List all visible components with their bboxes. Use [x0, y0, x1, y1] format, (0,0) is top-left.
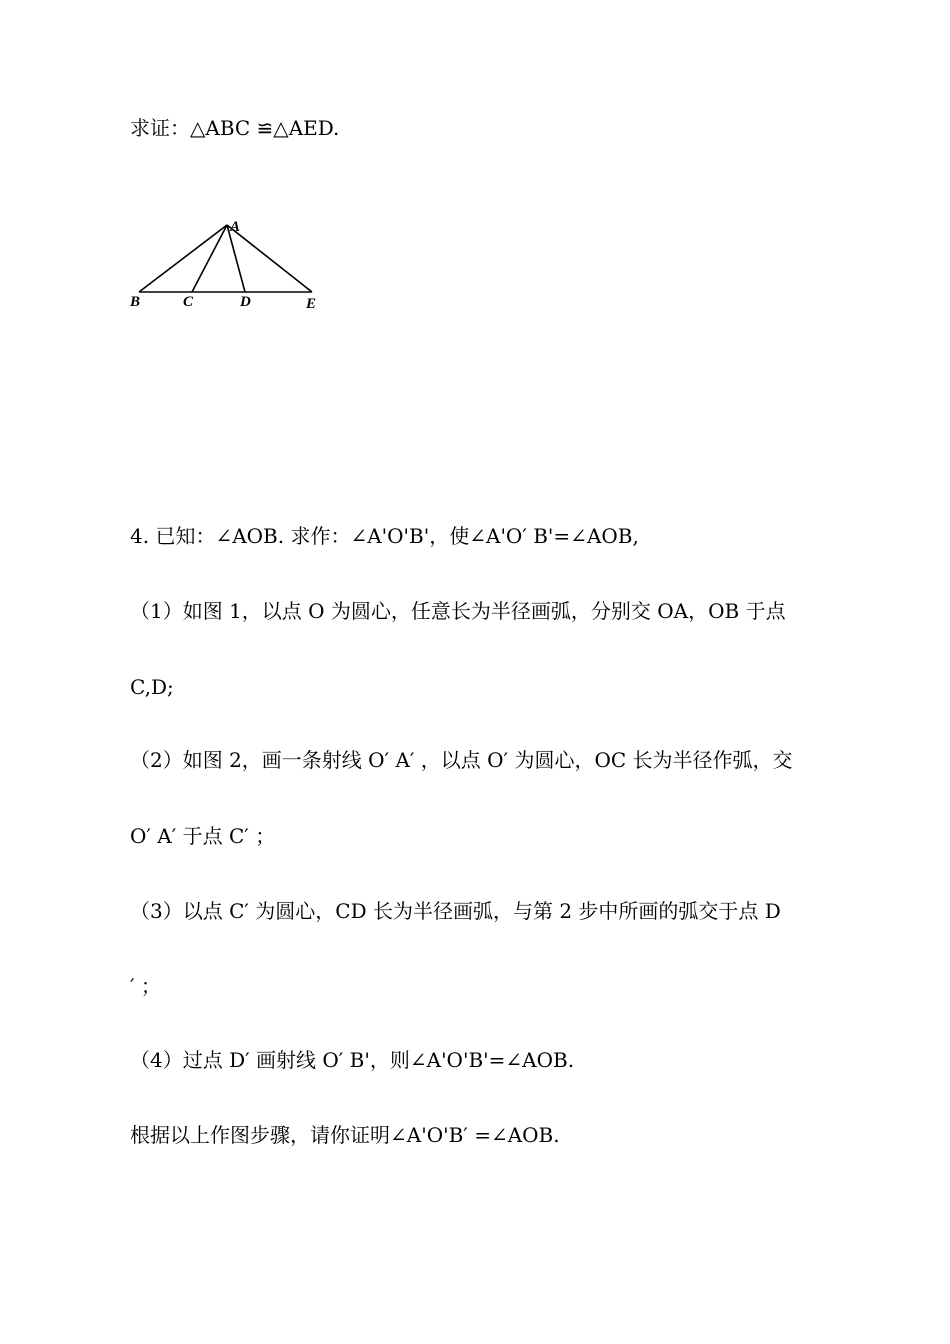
conclusion: 根据以上作图步骤，请你证明∠A'O'B′ =∠AOB. — [130, 1123, 560, 1147]
label-b: B — [130, 294, 141, 310]
step-3-line-2: ′ ； — [130, 974, 161, 998]
step-1-line-1: （1）如图 1，以点 O 为圆心，任意长为半径画弧，分别交 OA，OB 于点 — [130, 599, 786, 623]
label-d: D — [240, 294, 251, 310]
problem-4-intro: 4. 已知：∠AOB. 求作：∠A'O'B'，使∠A'O′ B'=∠AOB, — [130, 524, 639, 548]
step-2-line-2: O′ A′ 于点 C′ ； — [130, 824, 276, 848]
label-a: A — [230, 219, 241, 235]
step-3-line-1: （3）以点 C′ 为圆心，CD 长为半径画弧，与第 2 步中所画的弧交于点 D — [130, 899, 781, 923]
step-2-line-1: （2）如图 2，画一条射线 O′ A′ ，以点 O′ 为圆心，OC 长为半径作弧，交 — [130, 748, 793, 772]
segment-ad — [227, 225, 245, 292]
step-1-line-2: C,D; — [130, 675, 174, 699]
segment-ae — [227, 225, 312, 292]
label-c: C — [183, 294, 194, 310]
segment-ab — [139, 225, 227, 292]
prove-statement: 求证：△ABC ≌△AED. — [130, 116, 340, 140]
step-4: （4）过点 D′ 画射线 O′ B'，则∠A'O'B'=∠AOB. — [130, 1048, 575, 1072]
segment-ac — [192, 225, 227, 292]
label-e: E — [306, 296, 317, 312]
triangle-figure — [122, 212, 332, 312]
